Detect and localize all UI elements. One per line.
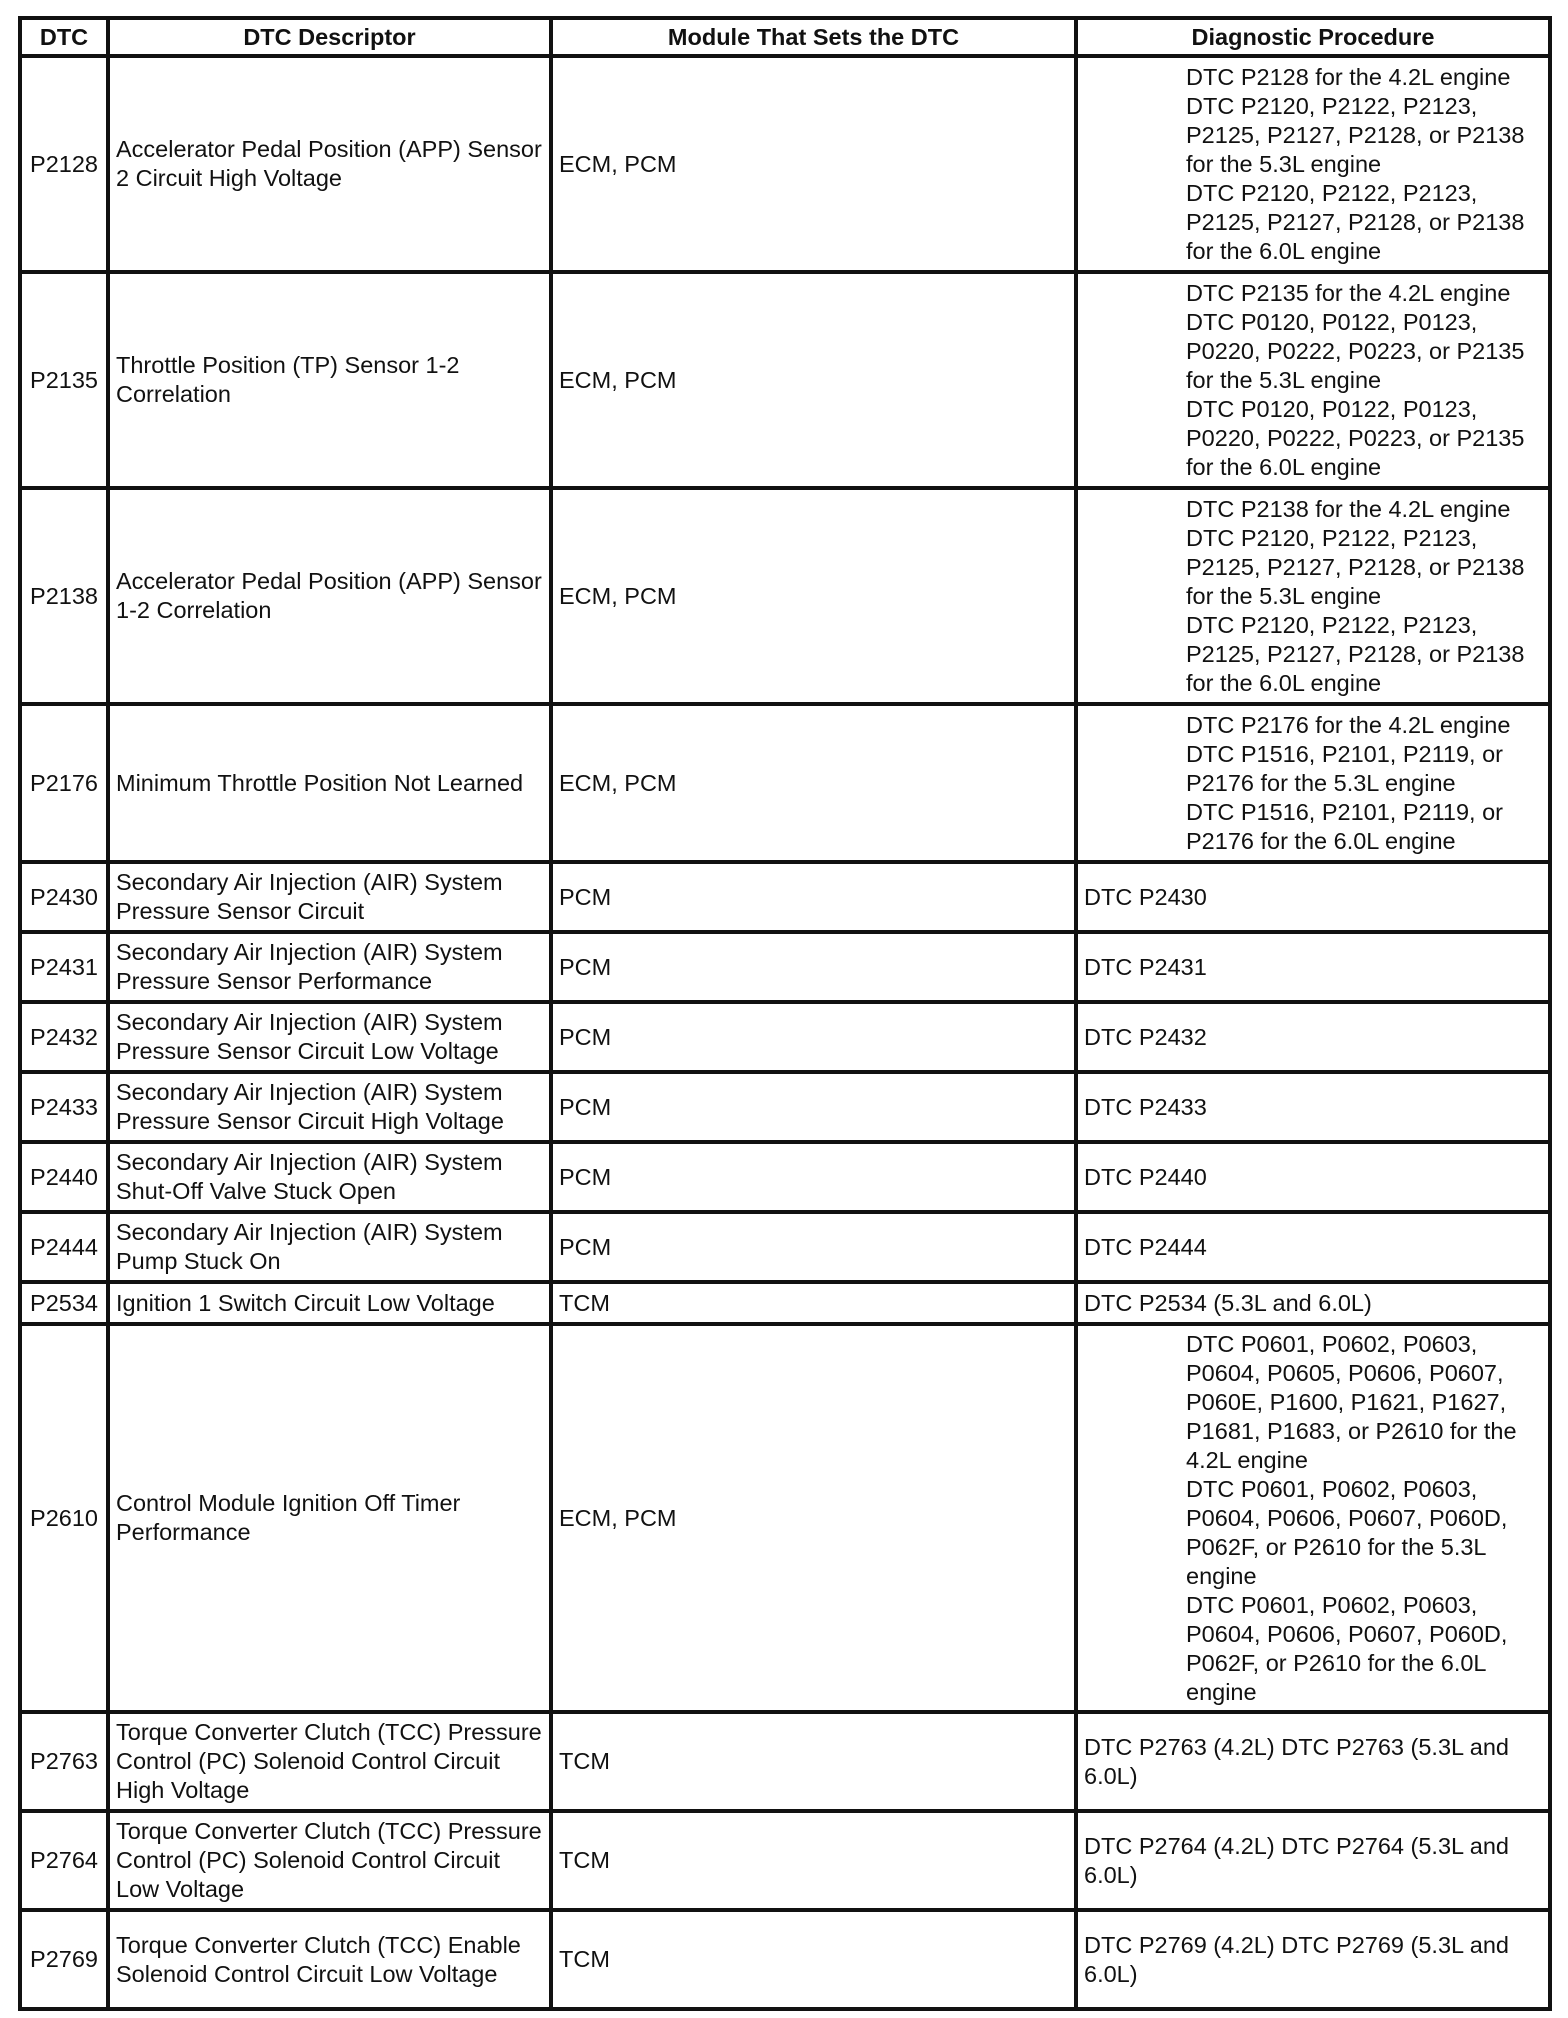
table-row [20, 488, 1550, 704]
table-header-row [20, 18, 1550, 56]
dtc-procedure: DTC P2444 [1076, 1212, 1550, 1282]
header-procedure: Diagnostic Procedure [1076, 18, 1550, 56]
dtc-descriptor: Minimum Throttle Position Not Learned [108, 704, 551, 862]
dtc-procedure: DTC P2763 (4.2L) DTC P2763 (5.3L and 6.0L) [1076, 1712, 1550, 1811]
dtc-module: PCM [551, 1212, 1076, 1282]
dtc-procedure: DTC P2430 [1076, 862, 1550, 932]
dtc-procedure: DTC P2176 for the 4.2L engine DTC P1516, P2101, P2119, or P2176 for the 5.3L engine DTC P1516, P2101, P2119, or P2176 for the 6.0L engine [1076, 704, 1550, 862]
dtc-procedure: DTC P2138 for the 4.2L engine DTC P2120, P2122, P2123, P2125, P2127, P2128, or P2138 for the 5.3L engine DTC P2120, P2122, P2123, P2125, P2127, P2128, or P2138 for the 6.0L engine [1076, 488, 1550, 704]
dtc-code: P2610 [20, 1324, 108, 1712]
dtc-code: P2138 [20, 488, 108, 704]
dtc-code: P2176 [20, 704, 108, 862]
dtc-code: P2444 [20, 1212, 108, 1282]
dtc-descriptor: Throttle Position (TP) Sensor 1-2 Correlation [108, 272, 551, 488]
table-row [20, 1282, 1550, 1324]
dtc-code: P2440 [20, 1142, 108, 1212]
dtc-code: P2135 [20, 272, 108, 488]
dtc-code: P2763 [20, 1712, 108, 1811]
dtc-module: PCM [551, 1142, 1076, 1212]
dtc-procedure: DTC P0601, P0602, P0603, P0604, P0605, P0606, P0607, P060E, P1600, P1621, P1627, P1681, P1683, or P2610 for the 4.2L engine DTC P0601, P0602, P0603, P0604, P0606, P0607, P060D, P062F, or P2610 for the 5.3L engine DTC P0601, P0602, P0603, P0604, P0606, P0607, P060D, P062F, or P2610 for the 6.0L engine [1076, 1324, 1550, 1712]
dtc-module: TCM [551, 1282, 1076, 1324]
dtc-module: ECM, PCM [551, 704, 1076, 862]
dtc-descriptor: Control Module Ignition Off Timer Performance [108, 1324, 551, 1712]
table-row [20, 1324, 1550, 1712]
dtc-procedure: DTC P2432 [1076, 1002, 1550, 1072]
table-row [20, 704, 1550, 862]
dtc-descriptor: Accelerator Pedal Position (APP) Sensor 1-2 Correlation [108, 488, 551, 704]
dtc-descriptor: Accelerator Pedal Position (APP) Sensor 2 Circuit High Voltage [108, 56, 551, 272]
dtc-module: TCM [551, 1712, 1076, 1811]
dtc-code: P2128 [20, 56, 108, 272]
dtc-code: P2769 [20, 1910, 108, 2009]
dtc-module: ECM, PCM [551, 272, 1076, 488]
dtc-module: PCM [551, 1072, 1076, 1142]
table-row [20, 1910, 1550, 2009]
header-descriptor: DTC Descriptor [108, 18, 551, 56]
dtc-descriptor: Ignition 1 Switch Circuit Low Voltage [108, 1282, 551, 1324]
dtc-descriptor: Secondary Air Injection (AIR) System Pump Stuck On [108, 1212, 551, 1282]
dtc-module: PCM [551, 1002, 1076, 1072]
dtc-descriptor: Torque Converter Clutch (TCC) Pressure Control (PC) Solenoid Control Circuit High Voltage [108, 1712, 551, 1811]
table-row [20, 1811, 1550, 1910]
table-row [20, 56, 1550, 272]
dtc-module: ECM, PCM [551, 56, 1076, 272]
dtc-procedure: DTC P2135 for the 4.2L engine DTC P0120, P0122, P0123, P0220, P0222, P0223, or P2135 for the 5.3L engine DTC P0120, P0122, P0123, P0220, P0222, P0223, or P2135 for the 6.0L engine [1076, 272, 1550, 488]
dtc-module: PCM [551, 862, 1076, 932]
table-row [20, 1212, 1550, 1282]
dtc-descriptor: Secondary Air Injection (AIR) System Pressure Sensor Circuit Low Voltage [108, 1002, 551, 1072]
dtc-code: P2764 [20, 1811, 108, 1910]
dtc-descriptor: Secondary Air Injection (AIR) System Pressure Sensor Circuit [108, 862, 551, 932]
header-module: Module That Sets the DTC [551, 18, 1076, 56]
table-row [20, 1002, 1550, 1072]
dtc-procedure: DTC P2128 for the 4.2L engine DTC P2120, P2122, P2123, P2125, P2127, P2128, or P2138 for the 5.3L engine DTC P2120, P2122, P2123, P2125, P2127, P2128, or P2138 for the 6.0L engine [1076, 56, 1550, 272]
dtc-module: ECM, PCM [551, 1324, 1076, 1712]
dtc-code: P2432 [20, 1002, 108, 1072]
table-row [20, 1072, 1550, 1142]
dtc-module: ECM, PCM [551, 488, 1076, 704]
table-row [20, 272, 1550, 488]
dtc-descriptor: Secondary Air Injection (AIR) System Pressure Sensor Performance [108, 932, 551, 1002]
dtc-procedure: DTC P2440 [1076, 1142, 1550, 1212]
dtc-descriptor: Torque Converter Clutch (TCC) Pressure Control (PC) Solenoid Control Circuit Low Voltage [108, 1811, 551, 1910]
dtc-code: P2431 [20, 932, 108, 1002]
dtc-code: P2433 [20, 1072, 108, 1142]
dtc-descriptor: Secondary Air Injection (AIR) System Pressure Sensor Circuit High Voltage [108, 1072, 551, 1142]
dtc-module: TCM [551, 1811, 1076, 1910]
dtc-procedure: DTC P2534 (5.3L and 6.0L) [1076, 1282, 1550, 1324]
dtc-code: P2534 [20, 1282, 108, 1324]
dtc-procedure: DTC P2431 [1076, 932, 1550, 1002]
table-row [20, 1142, 1550, 1212]
table-row [20, 932, 1550, 1002]
table-row [20, 1712, 1550, 1811]
dtc-module: PCM [551, 932, 1076, 1002]
dtc-procedure: DTC P2769 (4.2L) DTC P2769 (5.3L and 6.0L) [1076, 1910, 1550, 2009]
dtc-descriptor: Secondary Air Injection (AIR) System Shut-Off Valve Stuck Open [108, 1142, 551, 1212]
dtc-procedure: DTC P2433 [1076, 1072, 1550, 1142]
table-row [20, 862, 1550, 932]
header-dtc: DTC [20, 18, 108, 56]
dtc-table [18, 16, 1552, 2011]
dtc-code: P2430 [20, 862, 108, 932]
dtc-procedure: DTC P2764 (4.2L) DTC P2764 (5.3L and 6.0L) [1076, 1811, 1550, 1910]
dtc-descriptor: Torque Converter Clutch (TCC) Enable Solenoid Control Circuit Low Voltage [108, 1910, 551, 2009]
dtc-module: TCM [551, 1910, 1076, 2009]
